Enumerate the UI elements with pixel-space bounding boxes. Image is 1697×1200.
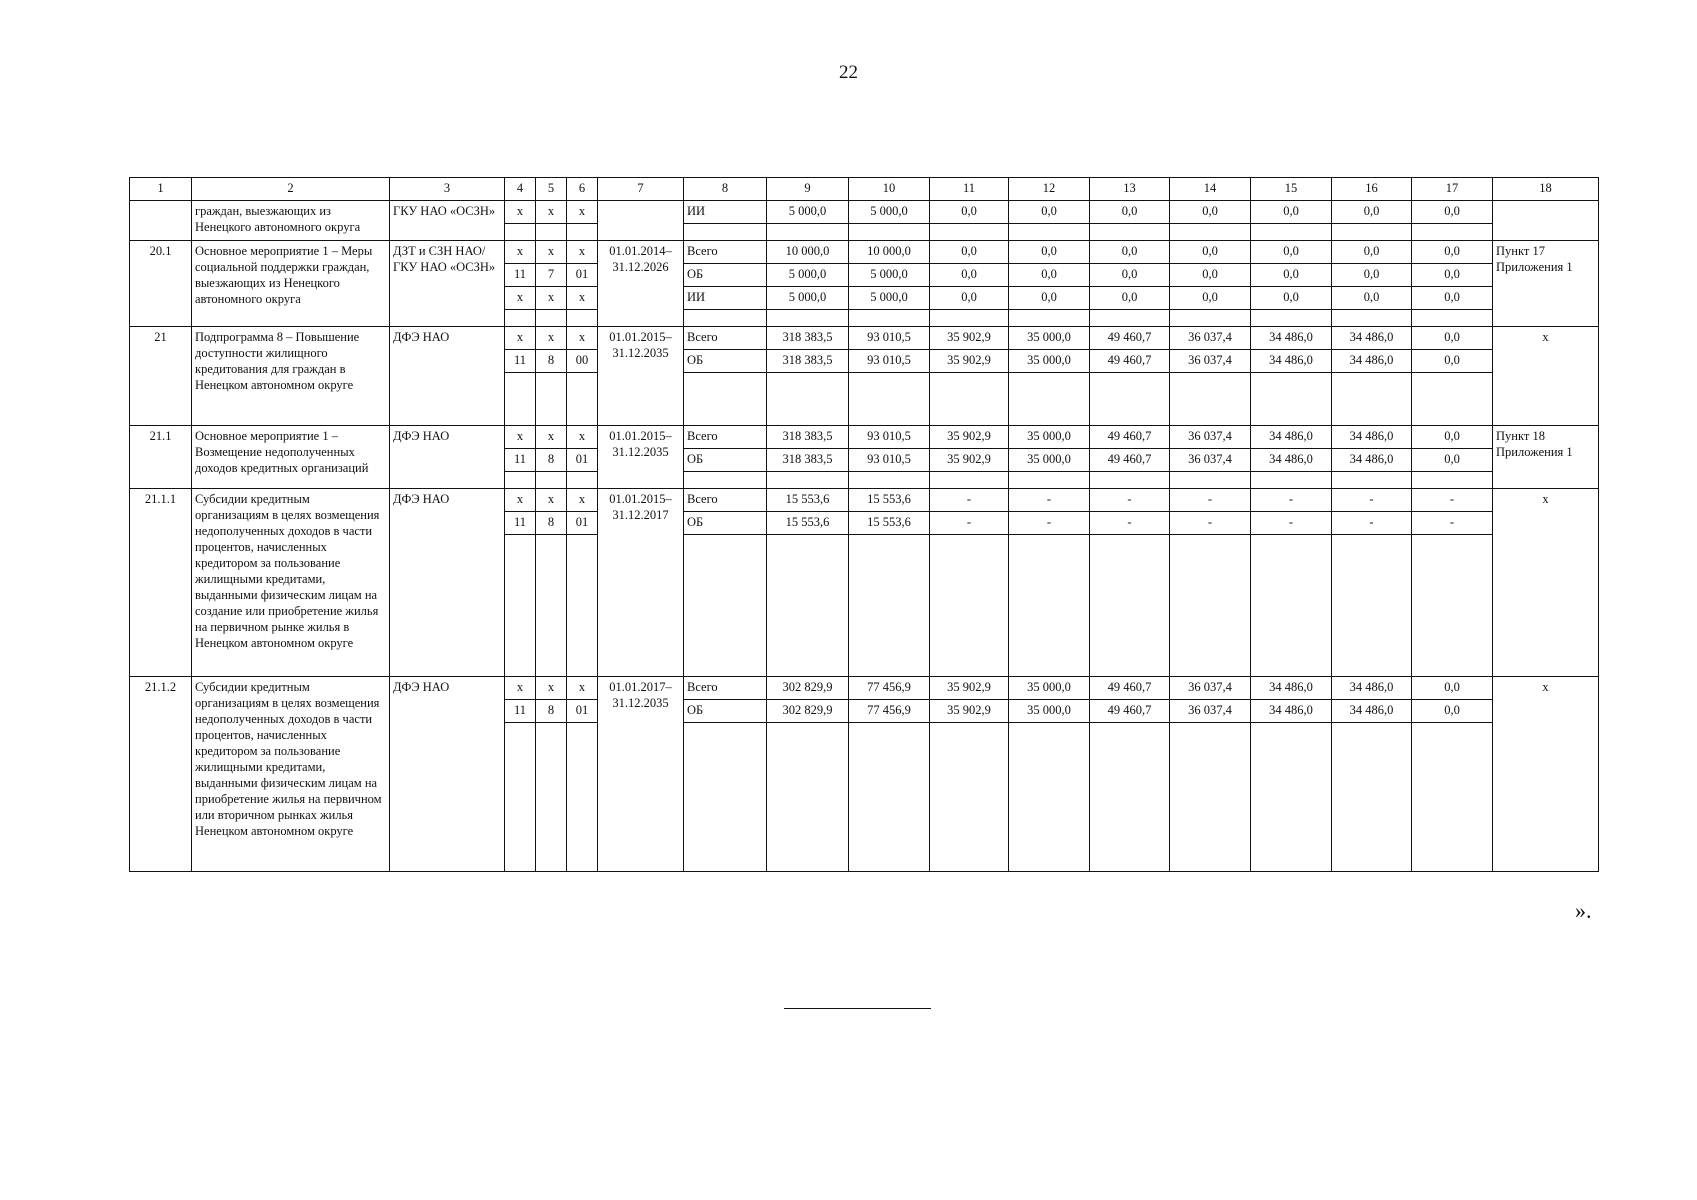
value-cell: 35 000,0 — [1009, 700, 1090, 723]
value-cell: - — [1332, 489, 1412, 512]
value-cell: 0,0 — [1090, 264, 1170, 287]
value-cell: 0,0 — [1251, 264, 1332, 287]
row-number — [130, 201, 192, 241]
code-cell: х — [567, 201, 598, 224]
code-cell: х — [505, 241, 536, 264]
value-cell: 0,0 — [1170, 201, 1251, 224]
value-cell: 35 000,0 — [1009, 677, 1090, 700]
value-cell: 34 486,0 — [1251, 449, 1332, 472]
empty-cell — [684, 373, 767, 426]
value-cell: 0,0 — [1090, 241, 1170, 264]
value-cell: 0,0 — [1009, 287, 1090, 310]
code-cell: х — [505, 327, 536, 350]
value-cell: 5 000,0 — [767, 201, 849, 224]
empty-cell — [567, 723, 598, 872]
empty-cell — [1009, 224, 1090, 241]
empty-cell — [505, 723, 536, 872]
empty-cell — [1090, 310, 1170, 327]
empty-cell — [1090, 535, 1170, 677]
row-period: 01.01.2017– 31.12.2035 — [598, 677, 684, 872]
value-cell: 0,0 — [1170, 241, 1251, 264]
value-cell: 35 000,0 — [1009, 327, 1090, 350]
value-cell: - — [1090, 512, 1170, 535]
value-cell: 0,0 — [1009, 241, 1090, 264]
empty-cell — [1332, 224, 1412, 241]
value-cell: - — [1090, 489, 1170, 512]
column-header: 2 — [192, 178, 390, 201]
code-cell: х — [536, 327, 567, 350]
funding-source: Всего — [684, 426, 767, 449]
budget-table — [129, 177, 1599, 872]
code-cell: х — [505, 489, 536, 512]
code-cell: 8 — [536, 512, 567, 535]
value-cell: - — [930, 489, 1009, 512]
column-header: 15 — [1251, 178, 1332, 201]
value-cell: 10 000,0 — [849, 241, 930, 264]
value-cell: 93 010,5 — [849, 449, 930, 472]
column-header: 10 — [849, 178, 930, 201]
column-header: 3 — [390, 178, 505, 201]
funding-source: ОБ — [684, 264, 767, 287]
value-cell: 34 486,0 — [1332, 327, 1412, 350]
value-cell: 49 460,7 — [1090, 327, 1170, 350]
empty-cell — [1412, 310, 1493, 327]
empty-cell — [536, 723, 567, 872]
table-row — [130, 241, 1599, 264]
value-cell: 5 000,0 — [767, 287, 849, 310]
value-cell: 0,0 — [1251, 241, 1332, 264]
empty-cell — [505, 472, 536, 489]
code-cell: х — [567, 327, 598, 350]
empty-cell — [849, 224, 930, 241]
value-cell: 35 902,9 — [930, 677, 1009, 700]
row-note — [1493, 201, 1599, 241]
column-header: 7 — [598, 178, 684, 201]
empty-cell — [1009, 373, 1090, 426]
value-cell: 34 486,0 — [1332, 700, 1412, 723]
empty-cell — [767, 535, 849, 677]
row-name: Субсидии кредитным организациям в целях возмещения недополученных доходов в части процентов, начисленных кредитором за пользование жилищными кредитами, выданными физическим лицам на приобретение жилья на первичном или вторичном рынках жилья Ненецком автономном округе — [192, 677, 390, 872]
value-cell: 0,0 — [1412, 449, 1493, 472]
empty-cell — [1412, 373, 1493, 426]
value-cell: 0,0 — [1090, 201, 1170, 224]
value-cell: 0,0 — [1332, 241, 1412, 264]
value-cell: 34 486,0 — [1332, 426, 1412, 449]
value-cell: 0,0 — [1251, 201, 1332, 224]
code-cell: х — [505, 677, 536, 700]
funding-source: ОБ — [684, 449, 767, 472]
row-number: 21.1.1 — [130, 489, 192, 677]
empty-cell — [930, 723, 1009, 872]
value-cell: 35 902,9 — [930, 327, 1009, 350]
funding-source: ОБ — [684, 700, 767, 723]
column-header: 16 — [1332, 178, 1412, 201]
empty-cell — [684, 472, 767, 489]
value-cell: 0,0 — [930, 241, 1009, 264]
empty-cell — [536, 224, 567, 241]
code-cell: 11 — [505, 700, 536, 723]
empty-cell — [1251, 723, 1332, 872]
empty-cell — [767, 373, 849, 426]
value-cell: 5 000,0 — [767, 264, 849, 287]
value-cell: 0,0 — [1170, 264, 1251, 287]
code-cell: 11 — [505, 512, 536, 535]
value-cell: 34 486,0 — [1251, 327, 1332, 350]
value-cell: 15 553,6 — [849, 512, 930, 535]
value-cell: 34 486,0 — [1251, 700, 1332, 723]
funding-source: Всего — [684, 489, 767, 512]
empty-cell — [849, 310, 930, 327]
value-cell: - — [1009, 489, 1090, 512]
value-cell: - — [1170, 489, 1251, 512]
empty-cell — [767, 723, 849, 872]
value-cell: 49 460,7 — [1090, 700, 1170, 723]
value-cell: - — [1412, 512, 1493, 535]
empty-cell — [1090, 472, 1170, 489]
empty-cell — [1332, 472, 1412, 489]
value-cell: 0,0 — [1009, 264, 1090, 287]
empty-cell — [536, 373, 567, 426]
row-name: Основное мероприятие 1 – Меры социальной поддержки граждан, выезжающих из Ненецкого автономного округа — [192, 241, 390, 327]
empty-cell — [567, 535, 598, 677]
empty-cell — [1412, 535, 1493, 677]
empty-cell — [1090, 723, 1170, 872]
value-cell: - — [1251, 512, 1332, 535]
code-cell: х — [567, 489, 598, 512]
code-cell: х — [567, 426, 598, 449]
row-name: Основное мероприятие 1 – Возмещение недополученных доходов кредитных организаций — [192, 426, 390, 489]
row-executor: ДФЭ НАО — [390, 426, 505, 489]
value-cell: 49 460,7 — [1090, 350, 1170, 373]
closing-quote: ». — [1575, 898, 1592, 923]
column-header: 12 — [1009, 178, 1090, 201]
row-note: Пункт 18 Приложения 1 — [1493, 426, 1599, 489]
code-cell: 8 — [536, 700, 567, 723]
value-cell: 0,0 — [1251, 287, 1332, 310]
value-cell: 0,0 — [1412, 350, 1493, 373]
row-number: 20.1 — [130, 241, 192, 327]
value-cell: 35 000,0 — [1009, 449, 1090, 472]
value-cell: 36 037,4 — [1170, 677, 1251, 700]
value-cell: 0,0 — [1090, 287, 1170, 310]
value-cell: 0,0 — [1412, 700, 1493, 723]
table-row — [130, 677, 1599, 700]
value-cell: 0,0 — [1412, 264, 1493, 287]
code-cell: х — [567, 287, 598, 310]
value-cell: 302 829,9 — [767, 677, 849, 700]
empty-cell — [684, 310, 767, 327]
value-cell: 302 829,9 — [767, 700, 849, 723]
empty-cell — [1090, 224, 1170, 241]
value-cell: 0,0 — [1412, 241, 1493, 264]
empty-cell — [505, 310, 536, 327]
empty-cell — [684, 723, 767, 872]
value-cell: 10 000,0 — [767, 241, 849, 264]
empty-cell — [849, 535, 930, 677]
empty-cell — [1170, 310, 1251, 327]
empty-cell — [1412, 472, 1493, 489]
row-note: х — [1493, 489, 1599, 677]
empty-cell — [684, 224, 767, 241]
empty-cell — [1170, 472, 1251, 489]
empty-cell — [1170, 723, 1251, 872]
column-header: 14 — [1170, 178, 1251, 201]
code-cell: х — [536, 426, 567, 449]
page-number: 22 — [839, 62, 858, 83]
empty-cell — [1332, 723, 1412, 872]
empty-cell — [1170, 224, 1251, 241]
funding-source: Всего — [684, 241, 767, 264]
value-cell: 0,0 — [1009, 201, 1090, 224]
row-executor: ДФЭ НАО — [390, 327, 505, 426]
value-cell: 0,0 — [1170, 287, 1251, 310]
empty-cell — [684, 535, 767, 677]
code-cell: 11 — [505, 264, 536, 287]
table-row — [130, 327, 1599, 350]
value-cell: 36 037,4 — [1170, 426, 1251, 449]
funding-source: ОБ — [684, 512, 767, 535]
value-cell: 36 037,4 — [1170, 327, 1251, 350]
value-cell: 5 000,0 — [849, 287, 930, 310]
empty-cell — [567, 310, 598, 327]
value-cell: 5 000,0 — [849, 264, 930, 287]
value-cell: 93 010,5 — [849, 350, 930, 373]
value-cell: 0,0 — [930, 287, 1009, 310]
empty-cell — [1251, 373, 1332, 426]
value-cell: 0,0 — [1412, 327, 1493, 350]
empty-cell — [505, 373, 536, 426]
value-cell: 77 456,9 — [849, 700, 930, 723]
column-header: 4 — [505, 178, 536, 201]
row-note: Пункт 17 Приложения 1 — [1493, 241, 1599, 327]
value-cell: 5 000,0 — [849, 201, 930, 224]
empty-cell — [536, 472, 567, 489]
value-cell: 35 902,9 — [930, 700, 1009, 723]
column-header: 11 — [930, 178, 1009, 201]
empty-cell — [930, 224, 1009, 241]
column-header: 17 — [1412, 178, 1493, 201]
empty-cell — [1332, 535, 1412, 677]
value-cell: 34 486,0 — [1332, 677, 1412, 700]
value-cell: 0,0 — [1412, 426, 1493, 449]
empty-cell — [930, 472, 1009, 489]
column-header: 8 — [684, 178, 767, 201]
code-cell: х — [567, 241, 598, 264]
funding-source: ИИ — [684, 287, 767, 310]
empty-cell — [849, 373, 930, 426]
funding-source: ИИ — [684, 201, 767, 224]
row-executor: ДЗТ и СЗН НАО/ ГКУ НАО «ОСЗН» — [390, 241, 505, 327]
value-cell: - — [1412, 489, 1493, 512]
row-executor: ГКУ НАО «ОСЗН» — [390, 201, 505, 241]
row-executor: ДФЭ НАО — [390, 489, 505, 677]
row-name: Субсидии кредитным организациям в целях возмещения недополученных доходов в части процентов, начисленных кредитором за пользование жилищными кредитами, выданными физическим лицам на создание или приобретение жилья на первичном рынке жилья в Ненецком автономном округе — [192, 489, 390, 677]
row-period — [598, 201, 684, 241]
empty-cell — [1412, 723, 1493, 872]
empty-cell — [1009, 310, 1090, 327]
row-number: 21 — [130, 327, 192, 426]
funding-source: ОБ — [684, 350, 767, 373]
code-cell: х — [505, 287, 536, 310]
column-header: 13 — [1090, 178, 1170, 201]
code-cell: 01 — [567, 264, 598, 287]
row-name: граждан, выезжающих из Ненецкого автономного округа — [192, 201, 390, 241]
value-cell: - — [930, 512, 1009, 535]
value-cell: - — [1251, 489, 1332, 512]
code-cell: х — [505, 426, 536, 449]
empty-cell — [930, 310, 1009, 327]
empty-cell — [849, 723, 930, 872]
value-cell: 34 486,0 — [1332, 350, 1412, 373]
value-cell: 15 553,6 — [767, 512, 849, 535]
table-row — [130, 489, 1599, 512]
code-cell: х — [505, 201, 536, 224]
value-cell: 49 460,7 — [1090, 449, 1170, 472]
value-cell: 0,0 — [1332, 201, 1412, 224]
code-cell: 11 — [505, 449, 536, 472]
empty-cell — [1009, 472, 1090, 489]
column-header: 6 — [567, 178, 598, 201]
value-cell: 35 902,9 — [930, 449, 1009, 472]
empty-cell — [1170, 373, 1251, 426]
column-header: 1 — [130, 178, 192, 201]
empty-cell — [567, 224, 598, 241]
row-number: 21.1 — [130, 426, 192, 489]
code-cell: х — [536, 241, 567, 264]
empty-cell — [767, 472, 849, 489]
value-cell: - — [1009, 512, 1090, 535]
code-cell: х — [536, 677, 567, 700]
value-cell: 49 460,7 — [1090, 426, 1170, 449]
row-period: 01.01.2015– 31.12.2035 — [598, 327, 684, 426]
code-cell: х — [536, 287, 567, 310]
empty-cell — [767, 224, 849, 241]
empty-cell — [767, 310, 849, 327]
row-executor: ДФЭ НАО — [390, 677, 505, 872]
row-note: х — [1493, 327, 1599, 426]
code-cell: 01 — [567, 700, 598, 723]
value-cell: 318 383,5 — [767, 426, 849, 449]
code-cell: 8 — [536, 449, 567, 472]
value-cell: 15 553,6 — [767, 489, 849, 512]
code-cell: 11 — [505, 350, 536, 373]
value-cell: 0,0 — [930, 264, 1009, 287]
empty-cell — [1009, 723, 1090, 872]
value-cell: 318 383,5 — [767, 327, 849, 350]
separator-line — [784, 1008, 931, 1009]
value-cell: 35 902,9 — [930, 426, 1009, 449]
value-cell: 35 902,9 — [930, 350, 1009, 373]
empty-cell — [505, 224, 536, 241]
code-cell: 8 — [536, 350, 567, 373]
table-row — [130, 201, 1599, 224]
code-cell: 01 — [567, 512, 598, 535]
value-cell: 15 553,6 — [849, 489, 930, 512]
empty-cell — [1332, 373, 1412, 426]
code-cell: 00 — [567, 350, 598, 373]
empty-cell — [567, 472, 598, 489]
value-cell: 0,0 — [1412, 201, 1493, 224]
empty-cell — [1009, 535, 1090, 677]
code-cell: х — [536, 201, 567, 224]
empty-cell — [1251, 224, 1332, 241]
value-cell: 93 010,5 — [849, 426, 930, 449]
value-cell: 93 010,5 — [849, 327, 930, 350]
funding-source: Всего — [684, 327, 767, 350]
row-number: 21.1.2 — [130, 677, 192, 872]
column-header: 5 — [536, 178, 567, 201]
value-cell: 35 000,0 — [1009, 350, 1090, 373]
funding-source: Всего — [684, 677, 767, 700]
empty-cell — [1412, 224, 1493, 241]
value-cell: 35 000,0 — [1009, 426, 1090, 449]
empty-cell — [930, 535, 1009, 677]
value-cell: 34 486,0 — [1332, 449, 1412, 472]
value-cell: 36 037,4 — [1170, 449, 1251, 472]
table-row — [130, 426, 1599, 449]
value-cell: 0,0 — [1332, 264, 1412, 287]
column-header: 9 — [767, 178, 849, 201]
code-cell: х — [567, 677, 598, 700]
value-cell: 36 037,4 — [1170, 350, 1251, 373]
value-cell: 49 460,7 — [1090, 677, 1170, 700]
value-cell: 0,0 — [1332, 287, 1412, 310]
code-cell: 7 — [536, 264, 567, 287]
empty-cell — [930, 373, 1009, 426]
value-cell: 0,0 — [1412, 677, 1493, 700]
empty-cell — [1251, 535, 1332, 677]
empty-cell — [505, 535, 536, 677]
empty-cell — [1170, 535, 1251, 677]
row-name: Подпрограмма 8 – Повышение доступности жилищного кредитования для граждан в Ненецком автономном округе — [192, 327, 390, 426]
value-cell: 318 383,5 — [767, 449, 849, 472]
value-cell: 34 486,0 — [1251, 426, 1332, 449]
empty-cell — [1332, 310, 1412, 327]
empty-cell — [849, 472, 930, 489]
value-cell: - — [1332, 512, 1412, 535]
value-cell: 34 486,0 — [1251, 677, 1332, 700]
column-header: 18 — [1493, 178, 1599, 201]
row-period: 01.01.2015– 31.12.2017 — [598, 489, 684, 677]
row-period: 01.01.2014– 31.12.2026 — [598, 241, 684, 327]
value-cell: 0,0 — [1412, 287, 1493, 310]
code-cell: х — [536, 489, 567, 512]
value-cell: 34 486,0 — [1251, 350, 1332, 373]
value-cell: 77 456,9 — [849, 677, 930, 700]
value-cell: 318 383,5 — [767, 350, 849, 373]
empty-cell — [567, 373, 598, 426]
value-cell: 36 037,4 — [1170, 700, 1251, 723]
code-cell: 01 — [567, 449, 598, 472]
row-note: х — [1493, 677, 1599, 872]
row-period: 01.01.2015– 31.12.2035 — [598, 426, 684, 489]
value-cell: 0,0 — [930, 201, 1009, 224]
header-row — [130, 178, 1599, 201]
value-cell: - — [1170, 512, 1251, 535]
empty-cell — [1251, 310, 1332, 327]
empty-cell — [1090, 373, 1170, 426]
empty-cell — [536, 535, 567, 677]
empty-cell — [536, 310, 567, 327]
empty-cell — [1251, 472, 1332, 489]
